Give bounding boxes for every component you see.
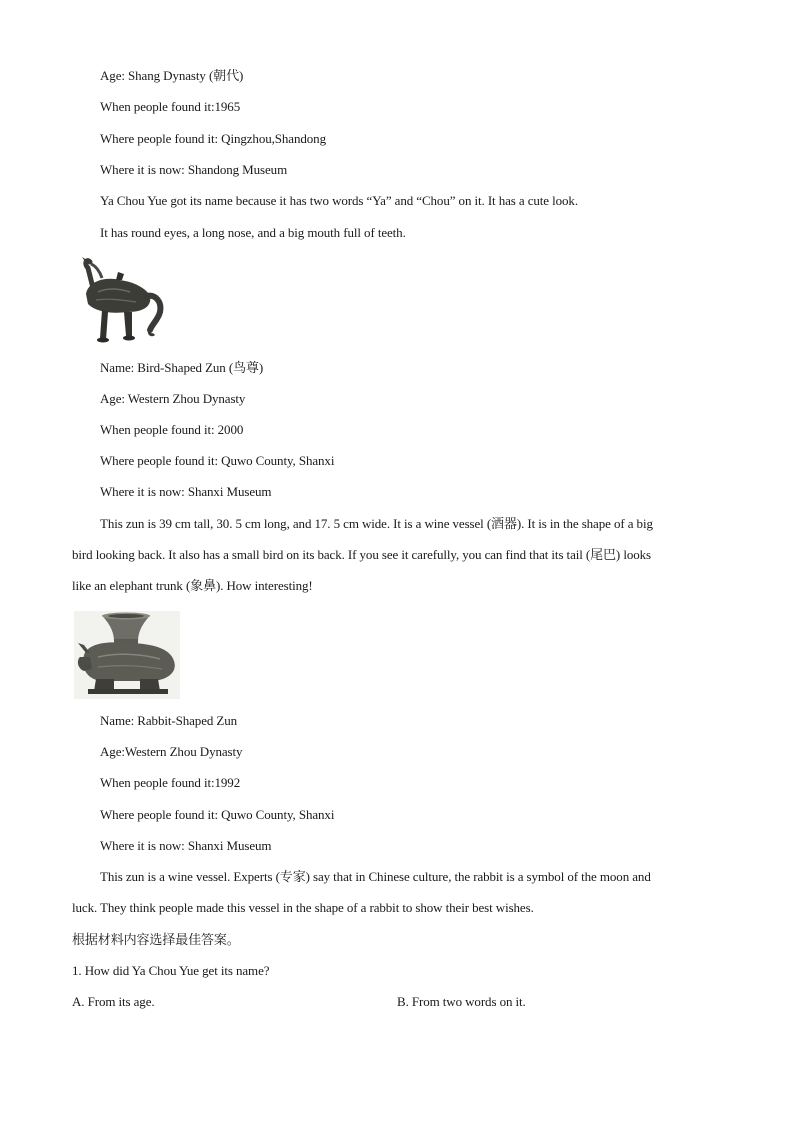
rabbit-zun-location-now: Where it is now: Shanxi Museum bbox=[100, 838, 272, 853]
question-1-option-b[interactable]: B. From two words on it. bbox=[397, 994, 526, 1009]
bird-zun-description-line-2: bird looking back. It also has a small bird on its back. If you see it carefully, you can find that its tail (尾巴) looks bbox=[72, 547, 651, 562]
bird-zun-illustration bbox=[76, 254, 172, 346]
bird-zun-when-found: When people found it: 2000 bbox=[100, 422, 244, 437]
rabbit-zun-description-line-2: luck. They think people made this vessel in the shape of a rabbit to show their best wishes. bbox=[72, 900, 534, 915]
ya-chou-description-line-1: Ya Chou Yue got its name because it has two words “Ya” and “Chou” on it. It has a cute look. bbox=[100, 193, 578, 208]
ya-chou-location-now: Where it is now: Shandong Museum bbox=[100, 162, 288, 177]
bird-zun-description-line-1: This zun is 39 cm tall, 30. 5 cm long, and 17. 5 cm wide. It is a wine vessel (酒器). It is in the shape of a big bbox=[100, 516, 653, 531]
bird-zun-description-line-3: like an elephant trunk (象鼻). How interesting! bbox=[72, 578, 313, 593]
question-1-text: 1. How did Ya Chou Yue get its name? bbox=[72, 963, 270, 978]
rabbit-zun-photo bbox=[74, 611, 180, 699]
rabbit-zun-illustration bbox=[74, 611, 180, 699]
rabbit-zun-description-line-1: This zun is a wine vessel. Experts (专家) say that in Chinese culture, the rabbit is a symbol of the moon and bbox=[100, 869, 651, 884]
bird-zun-age: Age: Western Zhou Dynasty bbox=[100, 391, 246, 406]
question-1-option-a[interactable]: A. From its age. bbox=[72, 994, 155, 1009]
bird-zun-where-found: Where people found it: Quwo County, Shanxi bbox=[100, 453, 335, 468]
rabbit-zun-age: Age:Western Zhou Dynasty bbox=[100, 744, 243, 759]
question-instruction: 根据材料内容选择最佳答案。 bbox=[72, 932, 240, 947]
rabbit-zun-when-found: When people found it:1992 bbox=[100, 775, 241, 790]
bird-zun-photo bbox=[76, 254, 172, 346]
ya-chou-when-found: When people found it:1965 bbox=[100, 99, 241, 114]
rabbit-zun-name: Name: Rabbit-Shaped Zun bbox=[100, 713, 238, 728]
ya-chou-where-found: Where people found it: Qingzhou,Shandong bbox=[100, 131, 326, 146]
bird-zun-name: Name: Bird-Shaped Zun (鸟尊) bbox=[100, 360, 264, 375]
rabbit-zun-where-found: Where people found it: Quwo County, Shanxi bbox=[100, 807, 335, 822]
bird-zun-location-now: Where it is now: Shanxi Museum bbox=[100, 484, 272, 499]
ya-chou-age: Age: Shang Dynasty (朝代) bbox=[100, 68, 244, 83]
ya-chou-description-line-2: It has round eyes, a long nose, and a big mouth full of teeth. bbox=[100, 225, 406, 240]
